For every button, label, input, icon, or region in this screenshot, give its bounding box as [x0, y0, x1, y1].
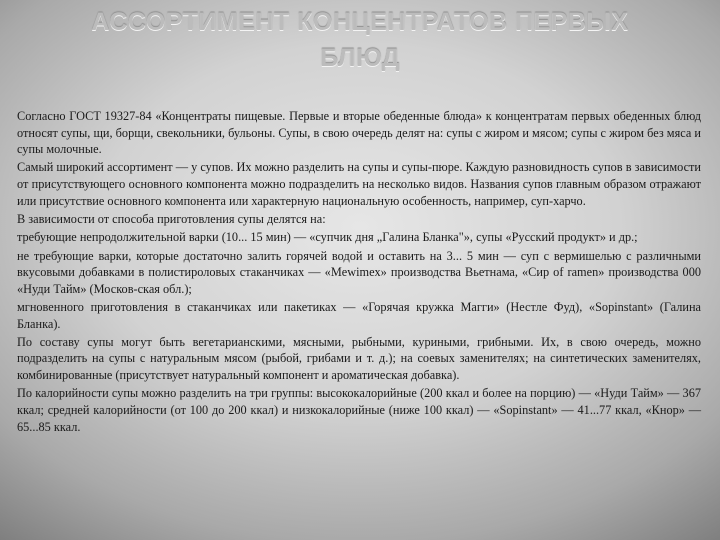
- paragraph-gost: Согласно ГОСТ 19327-84 «Концентраты пищевые. Первые и вторые обеденные блюда» к концентратам первых обеденных блюд относят супы, щи, борщи, свекольники, бульоны. Супы, в свою очередь делят на: супы с жиром и мясом; супы с жиром без мяса и супы молочные.: [17, 109, 701, 157]
- slide-title: АССОРТИМЕНТ КОНЦЕНТРАТОВ ПЕРВЫХ БЛЮД: [91, 8, 629, 72]
- paragraph-assortment: Самый широкий ассортимент — у супов. Их можно разделить на супы и супы-пюре. Каждую разновидность супов в зависимости от присутствующего основного компонента можно подразделить на несколько видов. Названия супов главным образом отражают или присутствие основного компонента или характерную национальную особенность, например, суп-харчо.: [17, 160, 701, 208]
- paragraph-preparation-intro: В зависимости от способа приготовления супы делятся на:: [17, 211, 326, 226]
- paragraph-calories: По калорийности супы можно разделить на три группы: высококалорийные (200 ккал и более на порцию) — «Нуди Тайм» — 367 ккал; средней калорийности (от 100 до 200 ккал) и низкокалорийные (ниже 100 ккал) — «Sopinstant» — 41...77 ккал, «Кнор» — 65...85 ккал.: [17, 386, 701, 434]
- paragraph-instant: мгновенного приготовления в стаканчиках или пакетиках — «Горячая кружка Магги» (Нестле Фуд), «Sopinstant» (Галина Бланка).: [17, 299, 701, 331]
- paragraph-composition: По составу супы могут быть вегетарианскими, мясными, рыбными, куриными, грибными. Их, в свою очередь, можно подразделить на супы с натуральным мясом (рыбой, грибами и т. д.); на соевых заменителях; на синтетических заменителях, комбинированные (присутствует натуральный компонент и ароматическая добавка).: [17, 334, 701, 383]
- paragraph-short-boiling: требующие непродолжительной варки (10... 15 мин) — «супчик дня „Галина Бланка"», супы «Русский продукт» и др.;: [17, 230, 638, 245]
- slide-body: [17, 108, 701, 437]
- paragraph-no-boiling: не требующие варки, которые достаточно залить горячей водой и оставить на 3... 5 мин — суп с вермишелью с различными вкусовыми добавками в полистироловых стаканчиках — «Mewimex» производства Вьетнама, «Сир of ramen» производства 000 «Нуди Тайм» (Москов-ская обл.);: [17, 248, 701, 296]
